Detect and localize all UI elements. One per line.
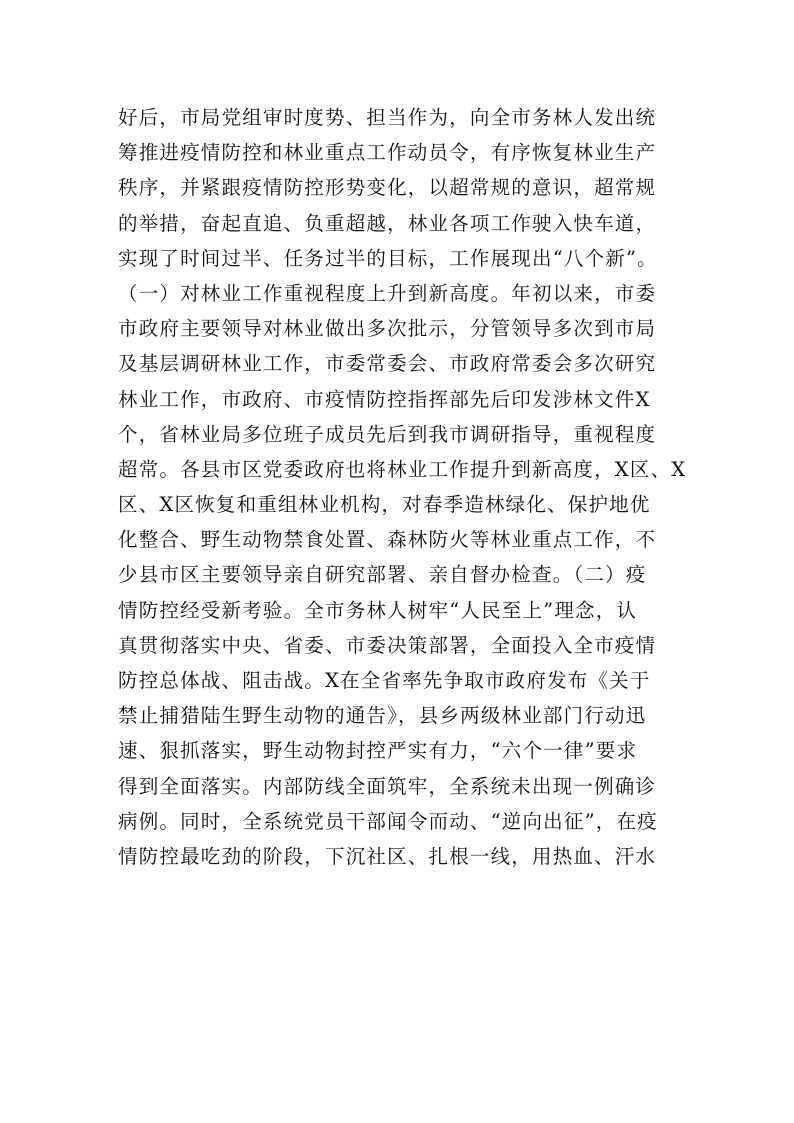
body-text	[118, 100, 718, 874]
text-line: 禁止捕猎陆生野生动物的通告》，县乡两级林业部门行动迅	[118, 704, 647, 728]
text-line: 秩序，并紧跟疫情防控形势变化，以超常规的意识，超常规	[118, 176, 657, 200]
text-line: 情防控最吃劲的阶段，下沉社区、扎根一线，用热血、汗水	[118, 844, 657, 868]
text-line: 防控总体战、阻击战。X在全省率先争取市政府发布《关于	[118, 669, 651, 692]
text-line: 的举措，奋起直追、负重超越，林业各项工作驶入快车道，	[118, 211, 657, 235]
text-line: （一）对林业工作重视程度上升到新高度。年初以来，市委	[118, 281, 657, 305]
text-line: 个，省林业局多位班子成员先后到我市调研指导，重视程度	[118, 422, 657, 446]
text-line: 实现了时间过半、任务过半的目标，工作展现出“八个新”。	[118, 246, 658, 270]
text-line: 化整合、野生动物禁食处置、森林防火等林业重点工作，不	[118, 528, 657, 552]
text-line: 市政府主要领导对林业做出多次批示，分管领导多次到市局	[118, 317, 657, 341]
text-line: 速、狠抓落实，野生动物封控严实有力，“六个一律”要求	[118, 739, 638, 763]
text-line: 超常。各县市区党委政府也将林业工作提升到新高度，X区、X	[118, 457, 687, 481]
text-line: 好后，市局党组审时度势、担当作为，向全市务林人发出统	[118, 106, 657, 129]
text-line: 筹推进疫情防控和林业重点工作动员令，有序恢复林业生产	[118, 141, 657, 165]
text-line: 及基层调研林业工作，市委常委会、市政府常委会多次研究	[118, 352, 657, 376]
text-line: 林业工作，市政府、市疫情防控指挥部先后印发涉林文件X	[118, 387, 651, 411]
text-line: 得到全面落实。内部防线全面筑牢，全系统未出现一例确诊	[118, 774, 657, 798]
text-line: 少县市区主要领导亲自研究部署、亲自督办检查。（二）疫	[118, 563, 647, 587]
text-line: 区、X区恢复和重组林业机构，对春季造林绿化、保护地优	[118, 493, 651, 517]
text-line: 真贯彻落实中央、省委、市委决策部署，全面投入全市疫情	[118, 633, 657, 657]
text-line: 情防控经受新考验。全市务林人树牢“人民至上”理念，认	[118, 598, 638, 622]
text-line: 病例。同时，全系统党员干部闻令而动、“逆向出征”，在疫	[118, 809, 658, 833]
